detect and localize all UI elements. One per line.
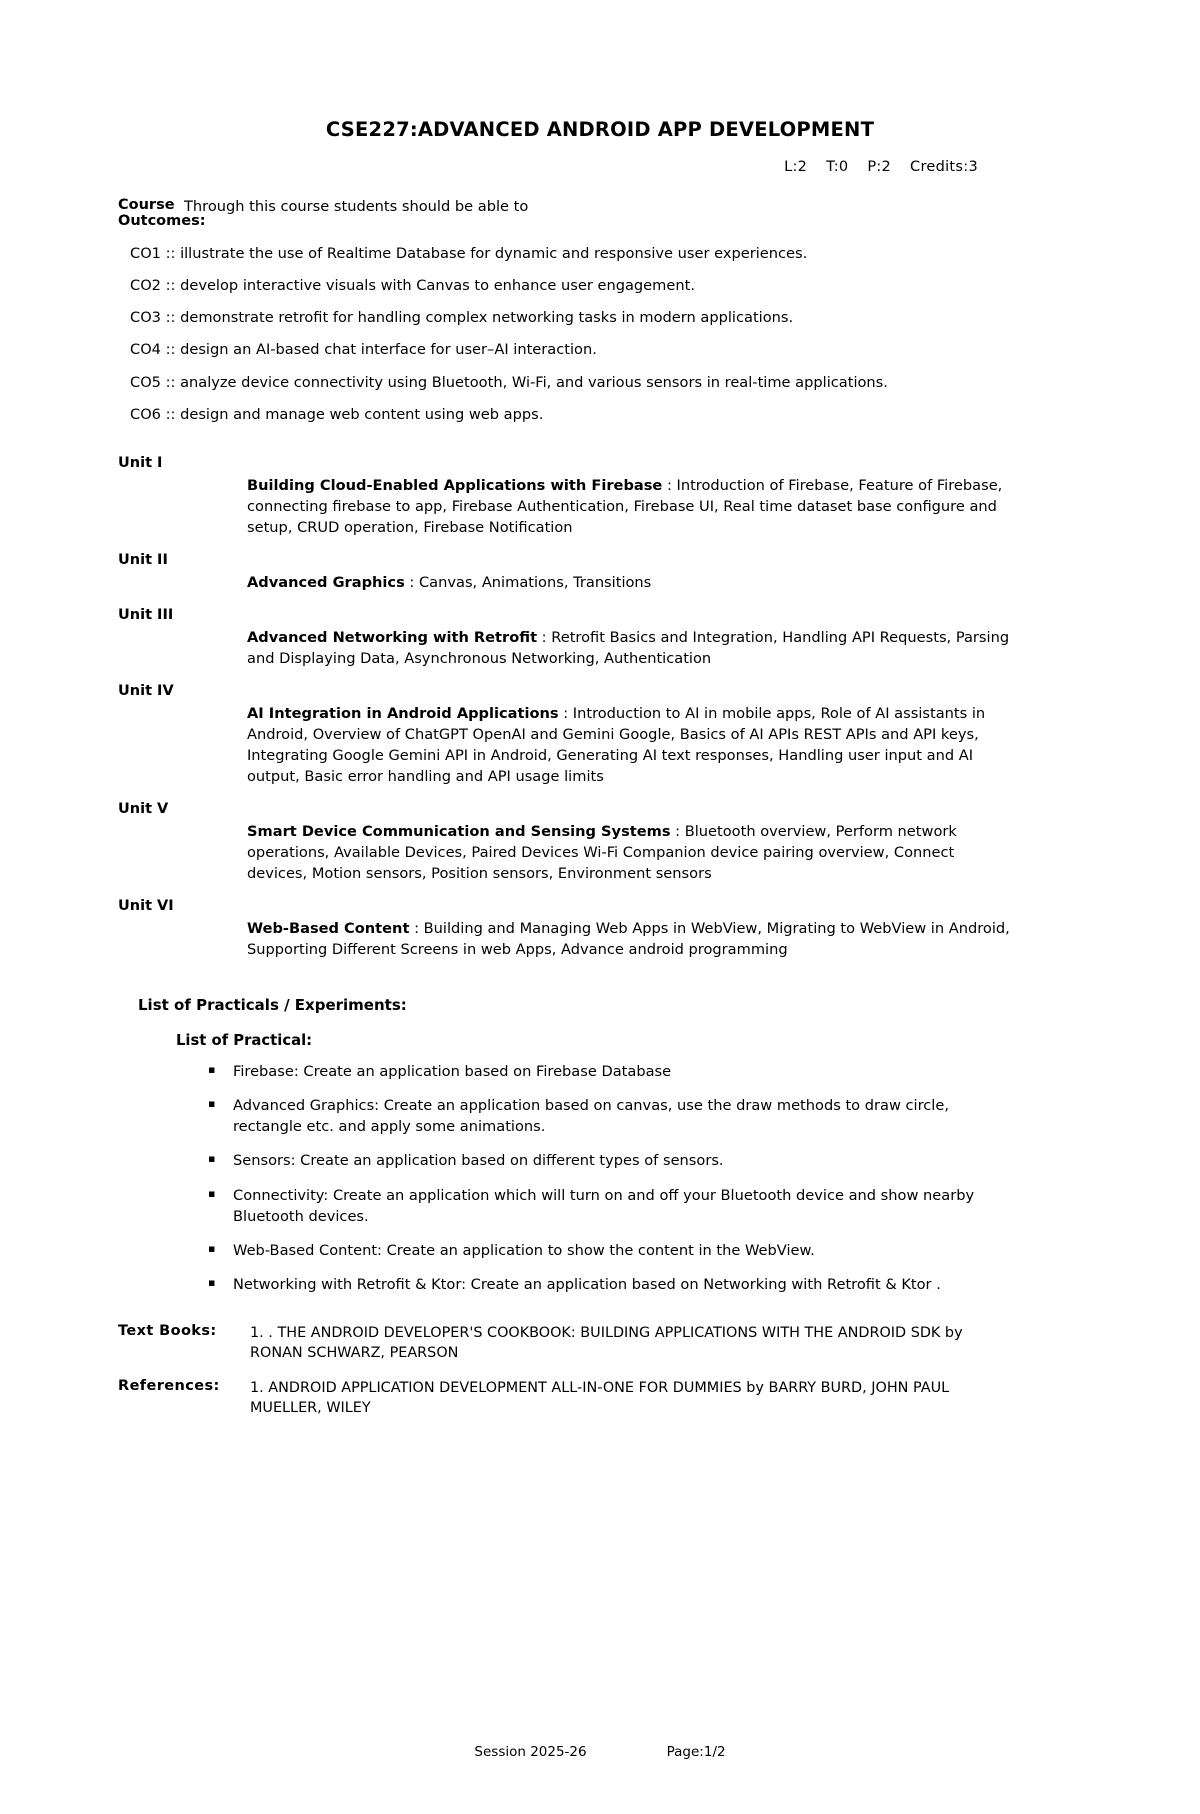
course-outcome-item: CO6 :: design and manage web content using web apps. xyxy=(130,405,544,423)
list-item-text: Firebase: Create an application based on Firebase Database xyxy=(233,1062,672,1080)
tutorial-hours: T:0 xyxy=(826,159,849,175)
unit-text: : Canvas, Animations, Transitions xyxy=(404,573,652,591)
textbooks-label: Text Books: xyxy=(118,1323,217,1340)
unit-section xyxy=(0,898,1200,960)
document-page xyxy=(0,118,1200,1814)
unit-section xyxy=(0,455,1200,538)
unit-body xyxy=(0,918,1200,960)
list-item-text: Web-Based Content: Create an application to show the content in the WebView. xyxy=(233,1241,815,1259)
unit-label: Unit IV xyxy=(118,682,174,699)
practicals-list xyxy=(0,1061,1200,1295)
unit-label: Unit III xyxy=(118,606,174,623)
unit-section xyxy=(0,801,1200,884)
unit-section xyxy=(0,607,1200,669)
course-outcome-item: CO1 :: illustrate the use of Realtime Database for dynamic and responsive user experiences. xyxy=(130,245,808,262)
course-outcomes-intro: Through this course students should be able to xyxy=(184,198,529,215)
course-outcomes-label: Course Outcomes: xyxy=(118,197,206,229)
unit-heading: Advanced Graphics xyxy=(247,573,405,591)
bullet-icon: ▪ xyxy=(208,1241,216,1255)
bullet-icon: ▪ xyxy=(208,1152,216,1166)
textbooks-entry: 1. . THE ANDROID DEVELOPER'S COOKBOOK: BUILDING APPLICATIONS WITH THE ANDROID SDK by RONAN SCHWARZ, PEARSON xyxy=(250,1325,963,1362)
course-outcome-item: CO4 :: design an AI-based chat interface for user–AI interaction. xyxy=(130,341,597,359)
course-outcome-item: CO5 :: analyze device connectivity using Bluetooth, Wi-Fi, and various sensors in real-time applications. xyxy=(130,373,888,391)
list-item-text: Connectivity: Create an application which will turn on and off your Bluetooth device and show nearby Bluetooth devices. xyxy=(233,1186,975,1225)
lecture-hours: L:2 xyxy=(784,159,808,175)
unit-label: Unit II xyxy=(118,551,168,568)
unit-heading: Building Cloud-Enabled Applications with Firebase xyxy=(247,476,663,494)
course-outcome-item: CO3 :: demonstrate retrofit for handling complex networking tasks in modern applications. xyxy=(130,309,794,327)
unit-heading: Web-Based Content xyxy=(247,919,410,937)
credits-line xyxy=(0,159,1200,175)
unit-body xyxy=(0,572,1200,593)
list-item xyxy=(0,1185,1200,1227)
practical-hours: P:2 xyxy=(867,159,892,175)
unit-body xyxy=(0,703,1200,787)
unit-text: : Introduction to AI in mobile apps, Role of AI assistants in Android, Overview of ChatGPT OpenAI and Gemini Google, Basics of AI APIs REST APIs and API keys, Integrating Google Gemini API in Android, Generating AI text responses, Handling user input and AI output, Basic error handling and API usage limits xyxy=(247,704,986,785)
course-outcomes-list xyxy=(0,243,1200,425)
session-text: Session 2025-26 xyxy=(474,1744,587,1760)
unit-text: : Retrofit Basics and Integration, Handling API Requests, Parsing and Displaying Data, Asynchronous Networking, Authentication xyxy=(247,628,1010,667)
bullet-icon: ▪ xyxy=(208,1276,216,1290)
credits-value: Credits:3 xyxy=(910,159,978,175)
course-outcome-item: CO2 :: develop interactive visuals with Canvas to enhance user engagement. xyxy=(130,277,695,295)
unit-body xyxy=(0,475,1200,538)
references-label: References: xyxy=(118,1377,220,1394)
unit-text: : Introduction of Firebase, Feature of Firebase, connecting firebase to app, Firebase Authentication, Firebase UI, Real time dataset base configure and setup, CRUD operation, Firebase Notification xyxy=(247,476,1003,536)
practicals-heading: List of Practicals / Experiments: xyxy=(138,995,407,1014)
list-item xyxy=(0,1240,1200,1261)
bullet-icon: ▪ xyxy=(208,1062,216,1076)
unit-section xyxy=(0,683,1200,787)
unit-label: Unit VI xyxy=(118,897,174,914)
list-item-text: Sensors: Create an application based on different types of sensors. xyxy=(233,1152,724,1170)
unit-body xyxy=(0,821,1200,884)
list-item-text: Networking with Retrofit & Ktor: Create an application based on Networking with Retrofit & Ktor . xyxy=(233,1276,941,1294)
list-item xyxy=(0,1095,1200,1137)
list-item xyxy=(0,1274,1200,1295)
unit-body xyxy=(0,627,1200,669)
unit-label: Unit V xyxy=(118,800,169,817)
unit-text: : Bluetooth overview, Perform network operations, Available Devices, Paired Devices Wi-Fi Companion device pairing overview, Connect devices, Motion sensors, Position sensors, Environment sensors xyxy=(247,822,957,882)
page-number: Page:1/2 xyxy=(666,1744,726,1760)
practicals-subheading: List of Practical: xyxy=(176,1031,313,1049)
bullet-icon: ▪ xyxy=(208,1186,216,1200)
unit-heading: AI Integration in Android Applications xyxy=(247,704,559,722)
unit-heading: Advanced Networking with Retrofit xyxy=(247,628,538,646)
list-item xyxy=(0,1150,1200,1171)
unit-heading: Smart Device Communication and Sensing Systems xyxy=(247,822,671,840)
list-item xyxy=(0,1061,1200,1082)
references-entry: 1. ANDROID APPLICATION DEVELOPMENT ALL-IN-ONE FOR DUMMIES by BARRY BURD, JOHN PAUL MUELLER, WILEY xyxy=(250,1379,950,1416)
list-item-text: Advanced Graphics: Create an application based on canvas, use the draw methods to draw circle, rectangle etc. and apply some animations. xyxy=(233,1097,949,1136)
unit-label: Unit I xyxy=(118,454,163,471)
textbooks-section xyxy=(0,1323,1200,1363)
unit-section xyxy=(0,552,1200,593)
bullet-icon: ▪ xyxy=(208,1097,216,1111)
references-section xyxy=(0,1378,1200,1418)
page-footer xyxy=(0,1744,1200,1760)
course-outcomes-section xyxy=(0,197,1200,229)
page-title: CSE227:ADVANCED ANDROID APP DEVELOPMENT xyxy=(325,118,875,141)
unit-text: : Building and Managing Web Apps in WebView, Migrating to WebView in Android, Supporting Different Screens in web Apps, Advance android programming xyxy=(247,919,1010,958)
